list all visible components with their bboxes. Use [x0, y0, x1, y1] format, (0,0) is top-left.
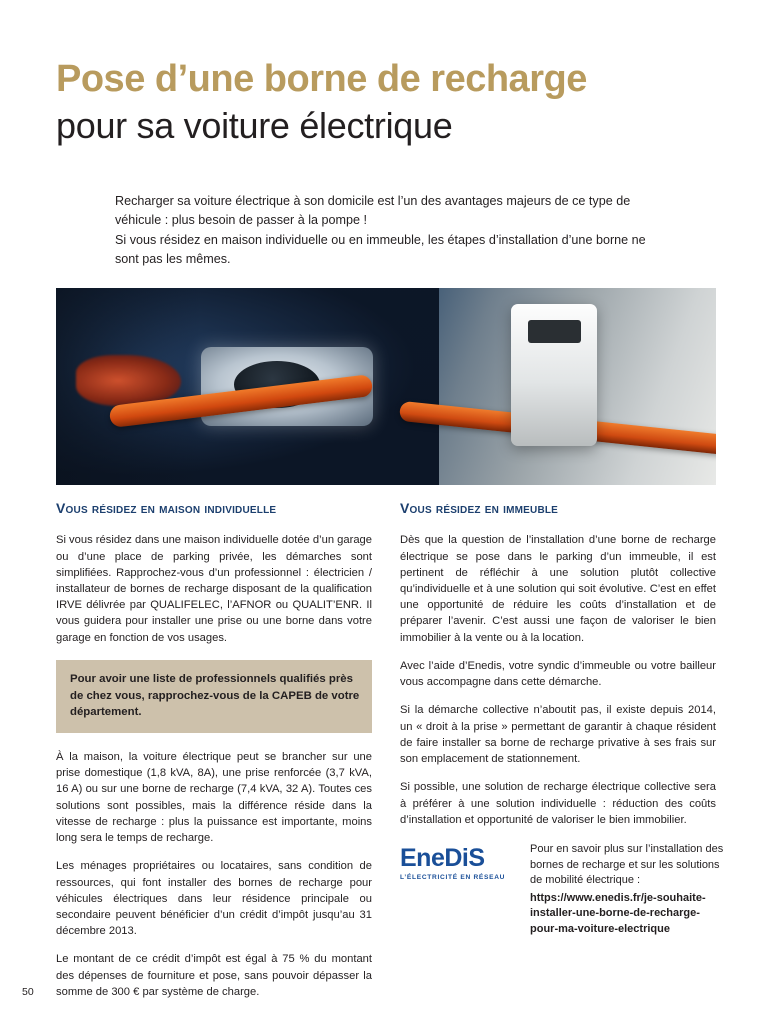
immeuble-paragraph-3: Si la démarche collective n’aboutit pas, il existe depuis 2014, un « droit à la prise » permettant de garantir à chaque résident de faire installer sa borne de recharge privative à ses frais sur son emplacement de stationnement.: [400, 704, 716, 766]
enedis-description: Pour en savoir plus sur l’installation des bornes de recharge et sur les solutions de mobilité électrique :: [530, 843, 724, 887]
column-immeuble: [400, 498, 716, 828]
intro-text: [115, 192, 660, 269]
section-heading-immeuble: Vous résidez en immeuble: [400, 500, 559, 516]
immeuble-paragraph-2: Avec l’aide d’Enedis, votre syndic d’immeuble ou votre bailleur vous accompagne dans cette démarche.: [400, 659, 716, 689]
page-number: 50: [22, 986, 34, 998]
enedis-url[interactable]: https://www.enedis.fr/je-souhaite-installer-une-borne-de-recharge-pour-ma-voiture-electrique: [530, 891, 706, 936]
enedis-info-block: [400, 842, 724, 938]
maison-paragraph-4: Le montant de ce crédit d’impôt est égal à 75 % du montant des dépenses de fourniture et pose, sans pouvoir dépasser la somme de 300 € par système de charge.: [56, 953, 372, 998]
immeuble-paragraph-4: Si possible, une solution de recharge électrique collective sera à préférer à une solution individuelle : réduction des coûts d’installation et opportunité de valoriser le bien immobilier.: [400, 781, 716, 826]
section-heading-maison: Vous résidez en maison individuelle: [56, 500, 277, 516]
photo-charging-station-screen: [528, 320, 581, 344]
title-line-secondary: pour sa voiture électrique: [56, 104, 453, 146]
page-edge: [768, 0, 773, 1024]
maison-paragraph-2: À la maison, la voiture électrique peut se brancher sur une prise domestique (1,8 kVA, 8A), une prise renforcée (3,7 kVA, 16 A) ou sur une borne de recharge (7,4 kVA, 32 A). Toutes ces solutions sont possibles, mais la différence réside dans la vitesse de recharge : plus la puissance est importante, moins long sera le temps de recharge.: [56, 750, 372, 845]
enedis-logo: [400, 842, 520, 881]
intro-paragraph-2: Si vous résidez en maison individuelle ou en immeuble, les étapes d’installation d’une borne ne sont pas les mêmes.: [115, 232, 646, 266]
hero-photo: [56, 288, 716, 485]
callout-capeb: Pour avoir une liste de professionnels qualifiés près de chez vous, rapprochez-vous de la CAPEB de votre département.: [56, 660, 372, 733]
page-title: [56, 58, 716, 146]
enedis-text: [530, 842, 724, 938]
maison-paragraph-3: Les ménages propriétaires ou locataires, sans condition de ressources, qui font installer des bornes de recharge pour véhicules électriques dans leur résidence principale ou secondaire peuvent bénéficier d’un crédit d’impôt jusqu’au 31 décembre 2013.: [56, 860, 372, 938]
immeuble-paragraph-1: Dès que la question de l’installation d’une borne de recharge électrique se pose dans le parking d’un immeuble, il est pertinent de réfléchir à une solution plutôt collective qu’individuelle et à une solution qui soit évolutive. C’est en effet une opportunité de réduire les coûts d’installation et de préparer l’avenir. C’est aussi une façon de valoriser le bien immobilier à la vente ou à la location.: [400, 534, 716, 644]
maison-paragraph-1: Si vous résidez dans une maison individuelle dotée d’un garage ou d’une place de parking privée, les démarches sont simplifiées. Rapprochez-vous d’un professionnel : électricien / installateur de bornes de recharge disposant de la qualification IRVE délivrée par QUALIFELEC, l’AFNOR ou QUALIT’ENR. Il vous guidera pour installer une prise ou une borne dans votre garage en fonction de vos usages.: [56, 534, 372, 644]
enedis-logo-wordmark: EneDiS: [400, 844, 485, 872]
title-line-primary: Pose d’une borne de recharge: [56, 58, 587, 100]
enedis-logo-tagline: L’ÉLECTRICITÉ EN RÉSEAU: [400, 874, 506, 881]
column-maison-individuelle: [56, 498, 372, 1000]
intro-paragraph-1: Recharger sa voiture électrique à son domicile est l’un des avantages majeurs de ce type de véhicule : plus besoin de passer à la pompe !: [115, 194, 631, 228]
